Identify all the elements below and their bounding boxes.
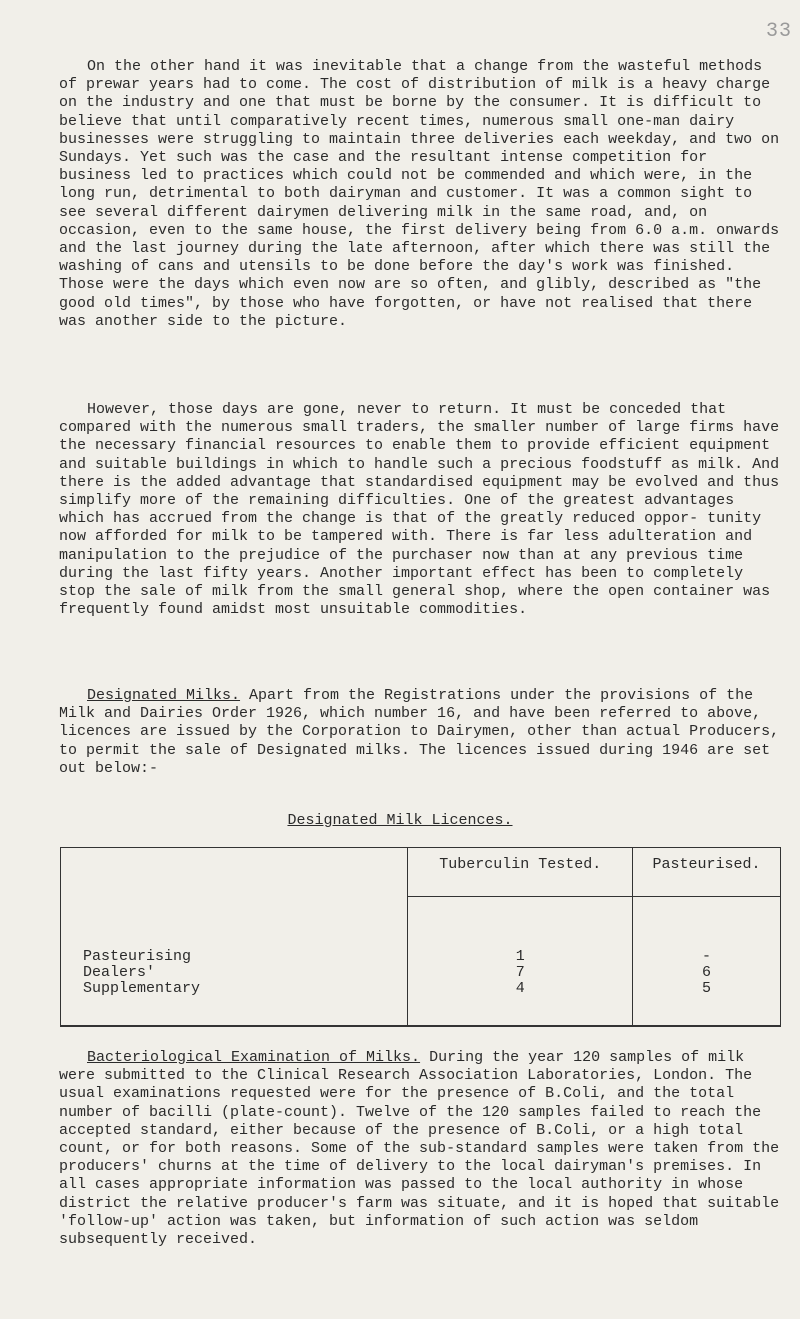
value-pasteurising-tt: 1: [515, 948, 525, 965]
value-dealers-past: 6: [702, 964, 712, 981]
row-label-pasteurising: Pasteurising: [83, 947, 192, 965]
paragraph-distribution-costs: On the other hand it was inevitable that a change from the wasteful methods of prewar years had to come. The cost of distribution of milk is a heavy charge on the industry and one that must be borne by the consumer. It is difficult to believe that until comparatively recent times, numerous small one-man dairy businesses were struggling to maintain three deliveries each weekday, and two on Sundays. Yet such was the case and the resultant intense competition for business led to practices which could not be commended and which were, in the long run, detrimental to both dairyman and customer. It was a common sight to see several different dairymen delivering milk in the same road, and, on occasion, even to the same house, the first delivery being from 6.0 a.m. onwards and the last journey during the late afternoon, after which there was still the washing of cans and utensils to be done before the day's work was finished. Those were the days which even now are so often, and glibly, described as "the good old times", by those who have forgotten, or have not realised that there was another side to the picture.: [59, 58, 780, 330]
bacteriological-text: During the year 120 samples of milk were submitted to the Clinical Research Association Laboratories, London. The usual examinations requested were for the presence of B.Coli, and the total number of bacilli (plate-count). Twelve of the 120 samples failed to reach the accepted standard, either because of the presence of B.Coli, or a high total count, or for both reasons. Some of the sub-standard samples were taken from the producers' churns at the time of delivery to the local dairyman's premises. In all cases appropriate information was passed to the local authority in whose district the relative producer's farm was situate, and it is hoped that suitable 'follow-up' action was taken, but information of such action was seldom subsequently received.: [59, 1049, 780, 1249]
value-supplementary-tt: 4: [515, 980, 525, 997]
table-caption: Designated Milk Licences.: [287, 812, 513, 829]
value-pasteurising-past: -: [702, 948, 712, 965]
section-heading-bacteriological: Bacteriological Examination of Milks.: [87, 1049, 421, 1066]
table-body-row: [61, 897, 781, 1027]
paragraph-designated-milks: [59, 687, 783, 778]
designated-milks-text: Apart from the Registrations under the provisions of the Milk and Dairies Order 1926, which number 16, and have been referred to above, licences are issued by the Corporation to Dairymen, other than actual Producers, to permit the sale of Designated milks. The licences issued during 1946 are set out below:-: [59, 687, 780, 777]
table-header-row: [61, 848, 781, 897]
value-supplementary-past: 5: [702, 980, 712, 997]
value-dealers-tt: 7: [515, 964, 525, 981]
row-label-dealers: Dealers': [83, 963, 156, 981]
licences-table: [60, 847, 781, 1027]
paragraph-bacteriological-examination: [59, 1049, 783, 1249]
tuberculin-tested-values: [408, 897, 633, 1027]
pasteurised-values: [633, 897, 781, 1027]
column-header-pasteurised: Pasteurised.: [633, 848, 781, 897]
column-header-tuberculin-tested: Tuberculin Tested.: [408, 848, 633, 897]
header-blank-cell: [61, 848, 408, 897]
paragraph-large-firms: However, those days are gone, never to return. It must be conceded that compared with the numerous small traders, the smaller number of large firms have the necessary financial resources to enable them to provide efficient equipment and suitable buildings in which to handle such a precious foodstuff as milk. And there is the added advantage that standardised equipment may be evolved and thus simplify more of the remaining difficulties. One of the greatest advantages which has accrued from the change is that of the greatly reduced oppor- tunity now afforded for milk to be tampered with. There is far less adulteration and manipulation to the prejudice of the purchaser now than at any previous time during the last fifty years. Another important effect has been to completely stop the sale of milk from the small general shop, where the open container was frequently found amidst most unsuitable commodities.: [59, 401, 780, 619]
page-number: 33: [765, 20, 792, 43]
row-labels: [61, 897, 408, 1027]
section-heading-designated-milks: Designated Milks.: [87, 687, 241, 704]
row-label-supplementary: Supplementary: [83, 979, 201, 997]
